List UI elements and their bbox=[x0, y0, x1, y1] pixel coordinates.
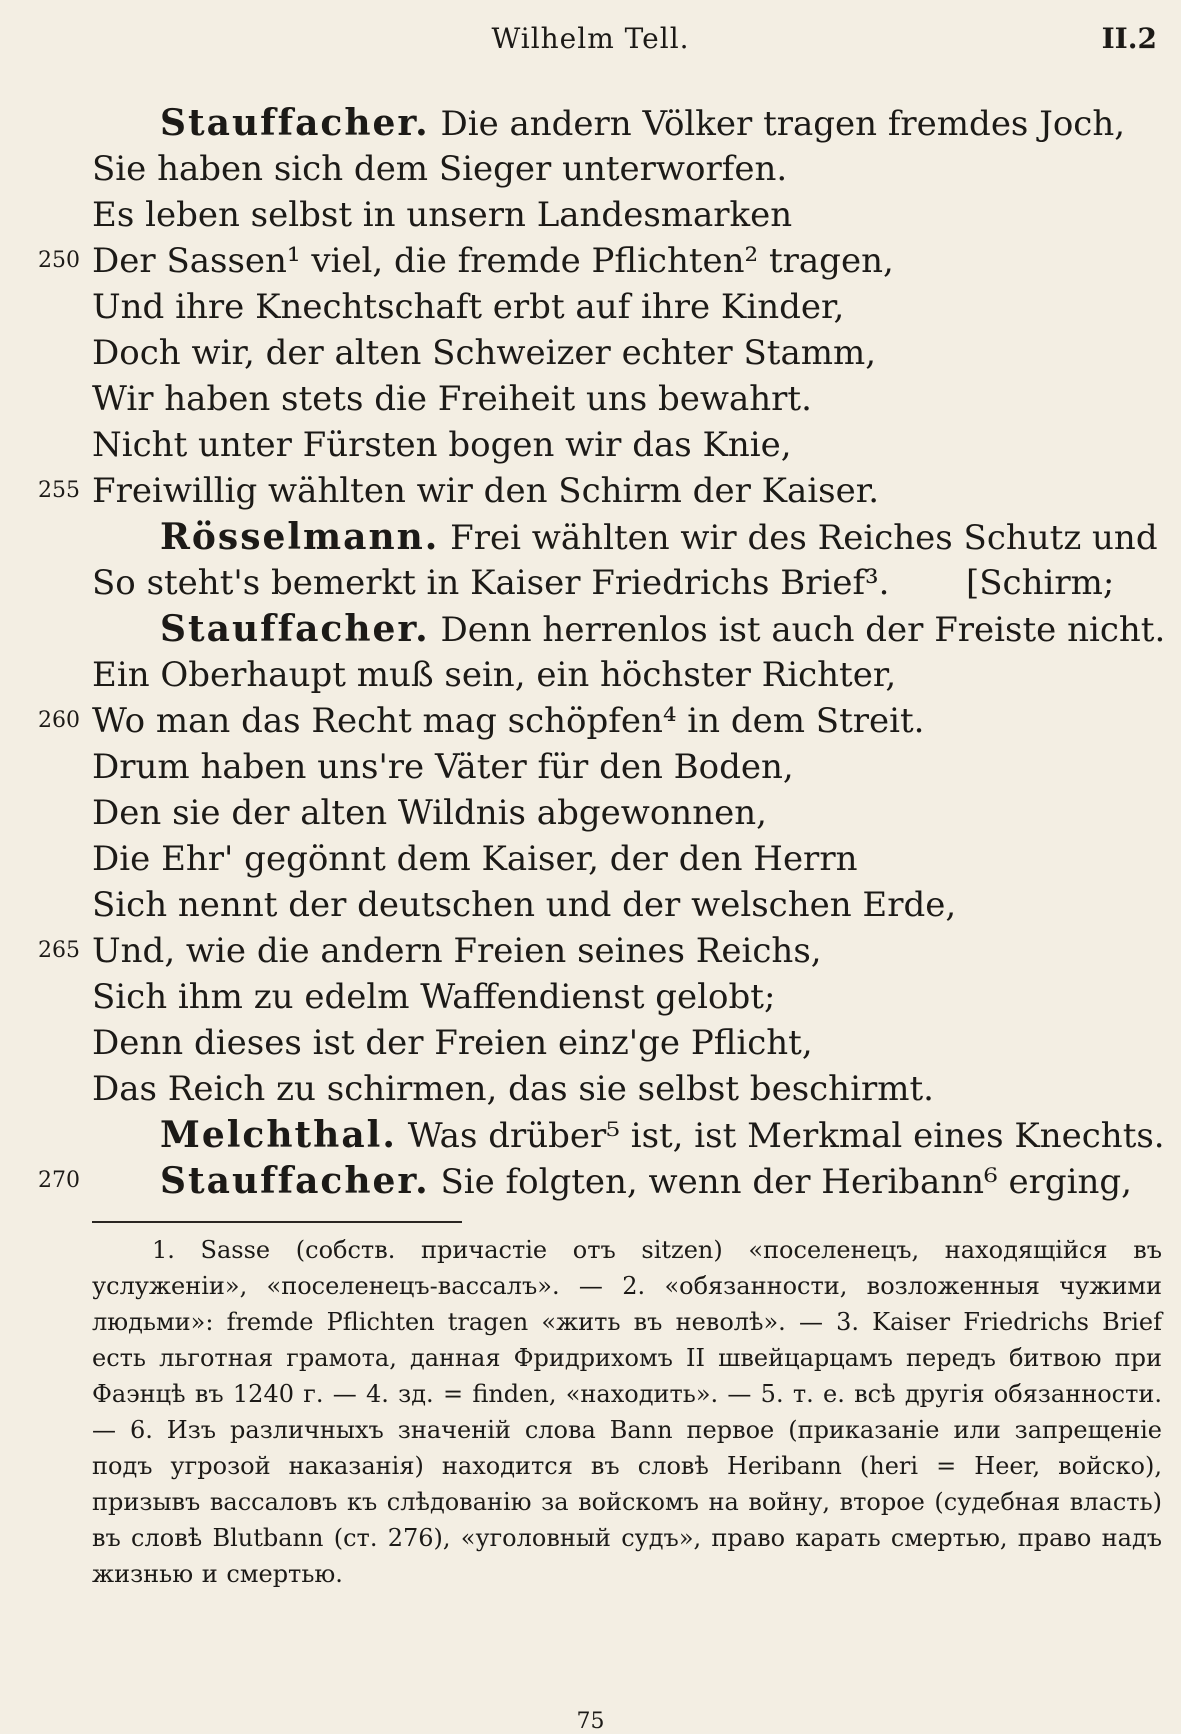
verse-line bbox=[0, 100, 1181, 146]
line-body: Drum haben uns're Väter für den Boden, bbox=[92, 747, 794, 787]
line-text bbox=[92, 330, 876, 376]
verse-line bbox=[0, 882, 1181, 928]
overflow-bracket: [Schirm; bbox=[966, 563, 1115, 603]
verse-line bbox=[0, 790, 1181, 836]
verse-line bbox=[0, 1020, 1181, 1066]
line-text bbox=[92, 698, 925, 744]
line-text bbox=[92, 238, 894, 284]
line-text bbox=[92, 376, 812, 422]
line-body: So steht's bemerkt in Kaiser Friedrichs Brief³. bbox=[92, 563, 890, 603]
line-number: 255 bbox=[38, 478, 80, 503]
verse-line bbox=[0, 652, 1181, 698]
speaker-name: Stauffacher. bbox=[160, 608, 430, 650]
line-body: Ein Oberhaupt muß sein, ein höchster Richter, bbox=[92, 655, 897, 695]
footnotes-text: 1. Sasse (собств. причастіе отъ sitzen) «поселенецъ, находящійся въ услуженіи», «поселенецъ-вассалъ». — 2. «обязанности, возложенныя чужими людьми»: fremde Pflichten tragen «жить въ неволѣ». — 3. Kaiser Friedrichs Brief есть льготная грамота, данная Фридрихомъ II швейцарцамъ передъ битвою при Фаэнцѣ въ 1240 г. — 4. зд. = finden, «находить». — 5. т. е. всѣ другія обязанности. — 6. Изъ различныхъ значеній слова Bann первое (приказаніе или запрещеніе подъ угрозой наказанія) находится въ словѣ Heribann (heri = Heer, войско), призывъ вассаловъ къ слѣдованію за войскомъ на войну, второе (судебная власть) въ словѣ Blutbann (ст. 276), «уголовный судъ», право карать смертью, право надъ жизнью и смертью. bbox=[92, 1236, 1162, 1588]
verse-line bbox=[0, 422, 1181, 468]
section-marker: II.2 bbox=[1101, 22, 1157, 55]
line-body: Wir haben stets die Freiheit uns bewahrt. bbox=[92, 379, 812, 419]
line-text bbox=[92, 422, 792, 468]
verse-line bbox=[0, 514, 1181, 560]
line-body: Die Ehr' gegönnt dem Kaiser, der den Herrn bbox=[92, 839, 858, 879]
line-body: Sich nennt der deutschen und der welschen Erde, bbox=[92, 885, 957, 925]
line-text bbox=[160, 606, 1165, 653]
verse-line bbox=[0, 238, 1181, 284]
verse-line bbox=[0, 376, 1181, 422]
line-text bbox=[92, 1020, 813, 1066]
footnotes bbox=[92, 1232, 1162, 1592]
line-body: Sich ihm zu edelm Waffendienst gelobt; bbox=[92, 977, 776, 1017]
line-text bbox=[160, 100, 1125, 147]
line-body: Frei wählten wir des Reiches Schutz und bbox=[450, 518, 1158, 558]
line-text bbox=[92, 928, 822, 974]
line-body: Nicht unter Fürsten bogen wir das Knie, bbox=[92, 425, 792, 465]
line-number: 265 bbox=[38, 938, 80, 963]
line-body: Wo man das Recht mag schöpfen⁴ in dem Streit. bbox=[92, 701, 925, 741]
verse-line bbox=[0, 1158, 1181, 1204]
line-body: Freiwillig wählten wir den Schirm der Kaiser. bbox=[92, 471, 880, 511]
verse-line bbox=[0, 1112, 1181, 1158]
line-body: Das Reich zu schirmen, das sie selbst beschirmt. bbox=[92, 1069, 934, 1109]
verse-line bbox=[0, 284, 1181, 330]
verse-line bbox=[0, 468, 1181, 514]
verse-text bbox=[0, 100, 1181, 1204]
line-number: 270 bbox=[38, 1168, 80, 1193]
verse-line bbox=[0, 330, 1181, 376]
line-body: Und ihre Knechtschaft erbt auf ihre Kinder, bbox=[92, 287, 845, 327]
line-body: Was drüber⁵ ist, ist Merkmal eines Knechts. bbox=[407, 1116, 1165, 1156]
page-number: 75 bbox=[576, 1709, 605, 1734]
line-number: 260 bbox=[38, 708, 80, 733]
line-body: Und, wie die andern Freien seines Reichs, bbox=[92, 931, 822, 971]
line-text bbox=[92, 744, 794, 790]
verse-line bbox=[0, 192, 1181, 238]
verse-line bbox=[0, 1066, 1181, 1112]
line-body: Denn herrenlos ist auch der Freiste nicht. bbox=[440, 610, 1166, 650]
line-text bbox=[92, 1066, 934, 1112]
speaker-name: Stauffacher. bbox=[160, 102, 430, 144]
line-text bbox=[92, 882, 956, 928]
line-body: Denn dieses ist der Freien einz'ge Pflicht, bbox=[92, 1023, 813, 1063]
line-body: Sie folgten, wenn der Heribann⁶ erging, bbox=[440, 1162, 1132, 1202]
verse-line bbox=[0, 974, 1181, 1020]
verse-line bbox=[0, 606, 1181, 652]
verse-line bbox=[0, 146, 1181, 192]
line-text bbox=[92, 192, 792, 238]
running-title: Wilhelm Tell. bbox=[491, 22, 690, 55]
line-text bbox=[92, 284, 844, 330]
line-text bbox=[92, 974, 775, 1020]
line-body: Den sie der alten Wildnis abgewonnen, bbox=[92, 793, 767, 833]
footnote-rule bbox=[92, 1221, 462, 1223]
line-text bbox=[92, 468, 879, 514]
line-text bbox=[160, 1158, 1132, 1205]
line-text bbox=[92, 652, 896, 698]
line-text bbox=[160, 1112, 1165, 1159]
line-text bbox=[92, 790, 767, 836]
line-text bbox=[92, 560, 889, 606]
verse-line bbox=[0, 744, 1181, 790]
verse-line bbox=[0, 698, 1181, 744]
line-body: Die andern Völker tragen fremdes Joch, bbox=[440, 104, 1126, 144]
line-text bbox=[92, 146, 787, 192]
line-body: Es leben selbst in unsern Landesmarken bbox=[92, 195, 793, 235]
line-body: Der Sassen¹ viel, die fremde Pflichten² tragen, bbox=[92, 241, 894, 281]
line-text bbox=[160, 514, 1158, 561]
line-body: Doch wir, der alten Schweizer echter Stamm, bbox=[92, 333, 877, 373]
line-text bbox=[92, 836, 857, 882]
speaker-name: Stauffacher. bbox=[160, 1160, 430, 1202]
speaker-name: Rösselmann. bbox=[160, 516, 440, 558]
line-number: 250 bbox=[38, 248, 80, 273]
verse-line bbox=[0, 560, 1181, 606]
line-body: Sie haben sich dem Sieger unterworfen. bbox=[92, 149, 788, 189]
verse-line bbox=[0, 836, 1181, 882]
speaker-name: Melchthal. bbox=[160, 1114, 397, 1156]
verse-line bbox=[0, 928, 1181, 974]
